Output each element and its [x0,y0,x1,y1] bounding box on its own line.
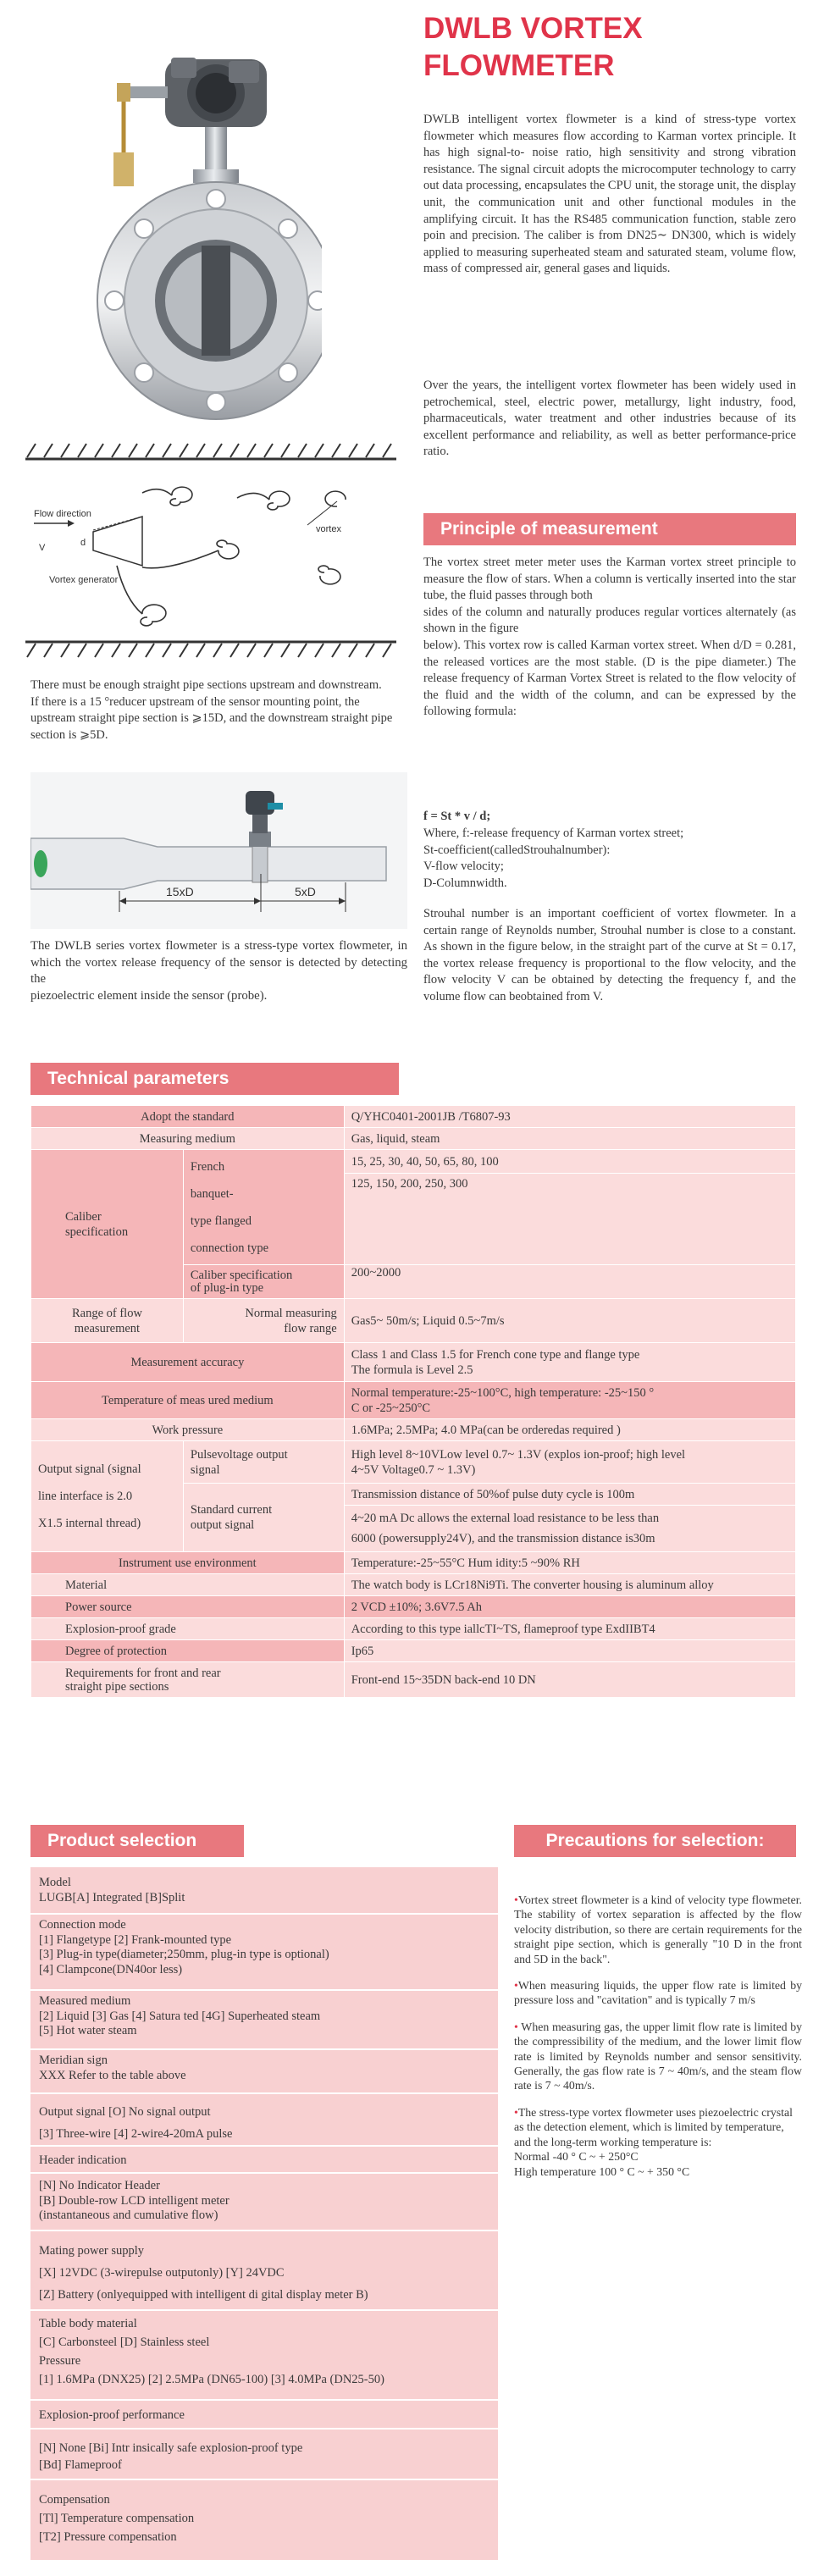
param-label: Adopt the standard [31,1106,345,1128]
table-row [31,1128,796,1150]
product-selection-heading: Product selection [30,1825,244,1857]
bullet-icon: • [514,1979,518,1993]
selection-block-medium: Measured medium [2] Liquid [3] Gas [4] Satura ted [4G] Superheated steam [5] Hot water steam [30,1994,498,2050]
selection-block-output: Output signal [O] No signal output [3] Three-wire [4] 2-wire4-20mA pulse [30,2101,498,2147]
column-width-label: d [80,538,86,548]
precaution-item: •When measuring liquids, the upper flow rate is limited by pressure loss and "cavitation" and is typically 7 m/s [514,1979,802,2007]
param-value: High level 8~10VLow level 0.7~ 1.3V (explos ion-proof; high level 4~5V Voltage0.7 ~ 1.3V) [344,1441,795,1484]
param-label: Degree of protection [31,1640,345,1662]
param-value: 1.6MPa; 2.5MPa; 4.0 MPa(can be orderedas required ) [344,1419,795,1441]
bullet-icon: • [514,2105,518,2119]
param-value: 125, 150, 200, 250, 300 [344,1174,795,1265]
table-row [31,1662,796,1698]
selection-block-compensation: Compensation [Tl] Temperature compensation [T2] Pressure compensation [39,2493,195,2544]
param-value: Transmission distance of 50%of pulse duty cycle is 100m [344,1484,795,1506]
precautions-list [514,1893,802,2191]
table-row [31,1106,796,1128]
table-row [31,1574,796,1596]
param-label: Material [31,1574,345,1596]
param-value: Class 1 and Class 1.5 for French cone type and flange type The formula is Level 2.5 [344,1343,795,1382]
param-label: Instrument use environment [31,1552,345,1574]
param-sublabel: Normal measuring flow range [183,1299,344,1343]
param-label: Measurement accuracy [31,1343,345,1382]
pipe-installation-diagram [30,772,407,929]
param-label: Work pressure [31,1419,345,1441]
technical-parameters-heading: Technical parameters [30,1063,399,1095]
param-sublabel: Pulsevoltage output signal [183,1441,344,1484]
selection-block-explosion: [N] None [Bi] Intr insically safe explosion-proof type [Bd] Flameproof [30,2433,498,2480]
precaution-item: •Vortex street flowmeter is a kind of velocity type flowmeter. The stability of vortex separation is affected by the flow velocity distribution, so there are certain requirements for the straight pipe section, which is generally "10 D in the front and 5D in the back". [514,1893,802,1965]
param-value: The watch body is LCr18Ni9Ti. The converter housing is aluminum alloy [344,1574,795,1596]
table-row [31,1596,796,1618]
straight-pipe-note: There must be enough straight pipe sections upstream and downstream. If there is a 15 °reducer upstream of the sensor mounting point, the upstream straight pipe section is ⩾15D, and the downstream straight pipe section is ⩾5D. [30,678,393,742]
intro-paragraph-2: Over the years, the intelligent vortex flowmeter has been widely used in petrochemical, steel, electric power, metallurgy, light industry, food, pharmaceuticals, water treatment and other industries because of its excellent performance and reliability, as well as better performance-price ratio. [423,379,796,459]
formula: f = St * v / d; [423,810,491,823]
table-row [31,1419,796,1441]
param-value: 4~20 mA Dc allows the external load resistance to be less than 6000 (powersupply24V), and the transmission distance is30m [344,1506,795,1552]
table-row [31,1618,796,1640]
selection-block-material-pressure: Table body material [C] Carbonsteel [D] Stainless steel Pressure [1] 1.6MPa (DNX25) [2] 2.5MPa (DN65-100) [3] 4.0MPa (DN25-50) [30,2314,498,2401]
stress-type-note: The DWLB series vortex flowmeter is a stress-type vortex flowmeter, in which the vortex release frequency of the sensor is detected by detecting the piezoelectric element inside the sensor (probe). [30,939,407,1003]
principle-text: The vortex street meter meter uses the Karman vortex street principle to measure the flow of stars. When a column is vertically inserted into the star tube, the fluid passes through both sides of the column and naturally produces regular vortices alternately (as shown in the figure below). This vortex row is called Karman vortex street. When d/D = 0.281, the released vortices are the most stable. (D is the pipe diameter.) The release frequency of Karman Vortex Street is related to the flow velocity of the fluid and the width of the column, and can be expressed by the following formula: [423,556,796,719]
velocity-label: V [39,543,46,553]
selection-block-power: Mating power supply [X] 12VDC (3-wirepulse outputonly) [Y] 24VDC [Z] Battery (onlyequipped with intelligent di gital display meter B) [30,2240,498,2311]
precaution-item: •The stress-type vortex flowmeter uses piezoelectric crystal as the detection element, which is limited by temperature, and the long-term working temperature is: Normal -40 ° C ~ + 250°C High temperature 100 ° C ~ + 350 °C [514,2105,793,2178]
flowmeter-product-image [93,8,322,428]
table-row [31,1299,796,1343]
param-label: Temperature of meas ured medium [31,1382,345,1419]
selection-block-header-title: Header indication [30,2150,498,2174]
param-value: Front-end 15~35DN back-end 10 DN [344,1662,795,1698]
param-sublabel: Standard current output signal [183,1484,344,1552]
param-value: Ip65 [344,1640,795,1662]
bullet-icon: • [514,2020,518,2033]
param-label: Requirements for front and rear straight pipe sections [31,1662,345,1698]
table-row [31,1640,796,1662]
param-value: Gas5~ 50m/s; Liquid 0.5~7m/s [344,1299,795,1343]
param-value: 2 VCD ±10%; 3.6V7.5 Ah [344,1596,795,1618]
param-value: Q/YHC0401-2001JB /T6807-93 [344,1106,795,1128]
downstream-length-label: 5xD [295,885,316,898]
upstream-length-label: 15xD [166,885,194,898]
param-sublabel: French banquet- type flanged connection type [183,1150,344,1265]
bullet-icon: • [514,1893,518,1906]
param-label: Range of flow measurement [31,1299,184,1343]
param-label: Explosion-proof grade [31,1618,345,1640]
strouhal-text: Strouhal number is an important coefficient of vortex flowmeter. In a certain range of Reynolds number, Strouhal number is close to a constant. As shown in the figure below, in the straight part of the curve at St = 0.17, the vortex release frequency is proportional to the flow velocity, and the flow velocity V can be obtained by detecting the frequency f, and the volume flow can beobtained from V. [423,907,796,1003]
param-value: Normal temperature:-25~100°C, high temperature: -25~150 ° C or -25~250°C [344,1382,795,1419]
param-sublabel: Caliber specification of plug-in type [183,1265,344,1299]
vortex-generator-label: Vortex generator [49,575,119,585]
table-row [31,1150,796,1174]
precautions-heading: Precautions for selection: [514,1825,796,1857]
param-label: Measuring medium [31,1128,345,1150]
principle-heading: Principle of measurement [423,513,796,545]
param-value: Gas, liquid, steam [344,1128,795,1150]
technical-parameters-table [30,1105,796,1698]
page-title: DWLB VORTEX FLOWMETER [423,12,643,82]
product-selection-box [30,1867,498,2560]
selection-block-connection: Connection mode [1] Flangetype [2] Frank-mounted type [3] Plug-in type(diameter;250mm, plug-in type is optional) [4] Clampcone(DN40or less) [30,1918,498,1991]
param-label: Output signal (signal line interface is 2.0 X1.5 internal thread) [31,1441,184,1552]
flow-direction-label: Flow direction [34,509,91,519]
selection-block-model: Model LUGB[A] Integrated [B]Split [30,1876,498,1915]
param-value: According to this type iallcTI~TS, flameproof type ExdIIBT4 [344,1618,795,1640]
selection-block-header: [N] No Indicator Header [B] Double-row LCD intelligent meter (instantaneous and cumulative flow) [30,2179,498,2231]
precaution-item: • When measuring gas, the upper limit flow rate is limited by the compressibility of the medium, and the lower limit flow rate is limited by Reynolds number and sensor sensitivity. Generally, the gas flow rate is 7 ~ 40m/s, and the steam flow rate is 7 ~ 40m/s. [514,2020,802,2092]
param-value: 15, 25, 30, 40, 50, 65, 80, 100 [344,1150,795,1174]
table-row [31,1343,796,1382]
table-row [31,1382,796,1419]
selection-block-meridian: Meridian sign XXX Refer to the table above [30,2054,498,2094]
param-value: Temperature:-25~55°C Hum idity:5 ~90% RH [344,1552,795,1574]
param-label: Power source [31,1596,345,1618]
param-label: Caliber specification [31,1150,184,1299]
selection-block-explosion-title: Explosion-proof performance [30,2404,498,2430]
karman-vortex-diagram [15,440,405,665]
table-row [31,1441,796,1484]
table-row [31,1552,796,1574]
formula-where: Where, f:-release frequency of Karman vortex street; St-coefficient(calledStrouhalnumber): V-flow velocity; D-Columnwidth. [423,826,684,890]
vortex-label: vortex [316,524,341,534]
param-value: 200~2000 [344,1265,795,1299]
intro-paragraph-1: DWLB intelligent vortex flowmeter is a kind of stress-type vortex flowmeter which measures flow according to Karman vortex principle. It has high signal-to- noise ratio, high sensitivity and strong vibration resistance. The signal circuit adopts the microcomputer technology to carry out data processing, encapsulates the CPU unit, the storage unit, the display unit, the communication unit and other functional modules in the amplifying circuit. It has the RS485 communication function, stable zero poin and precision. The caliber is from DN25∼ DN300, which is widely applied to measuring superheated steam and saturated steam, volume flow, mass of compressed air, general gases and liquids. [423,113,796,276]
